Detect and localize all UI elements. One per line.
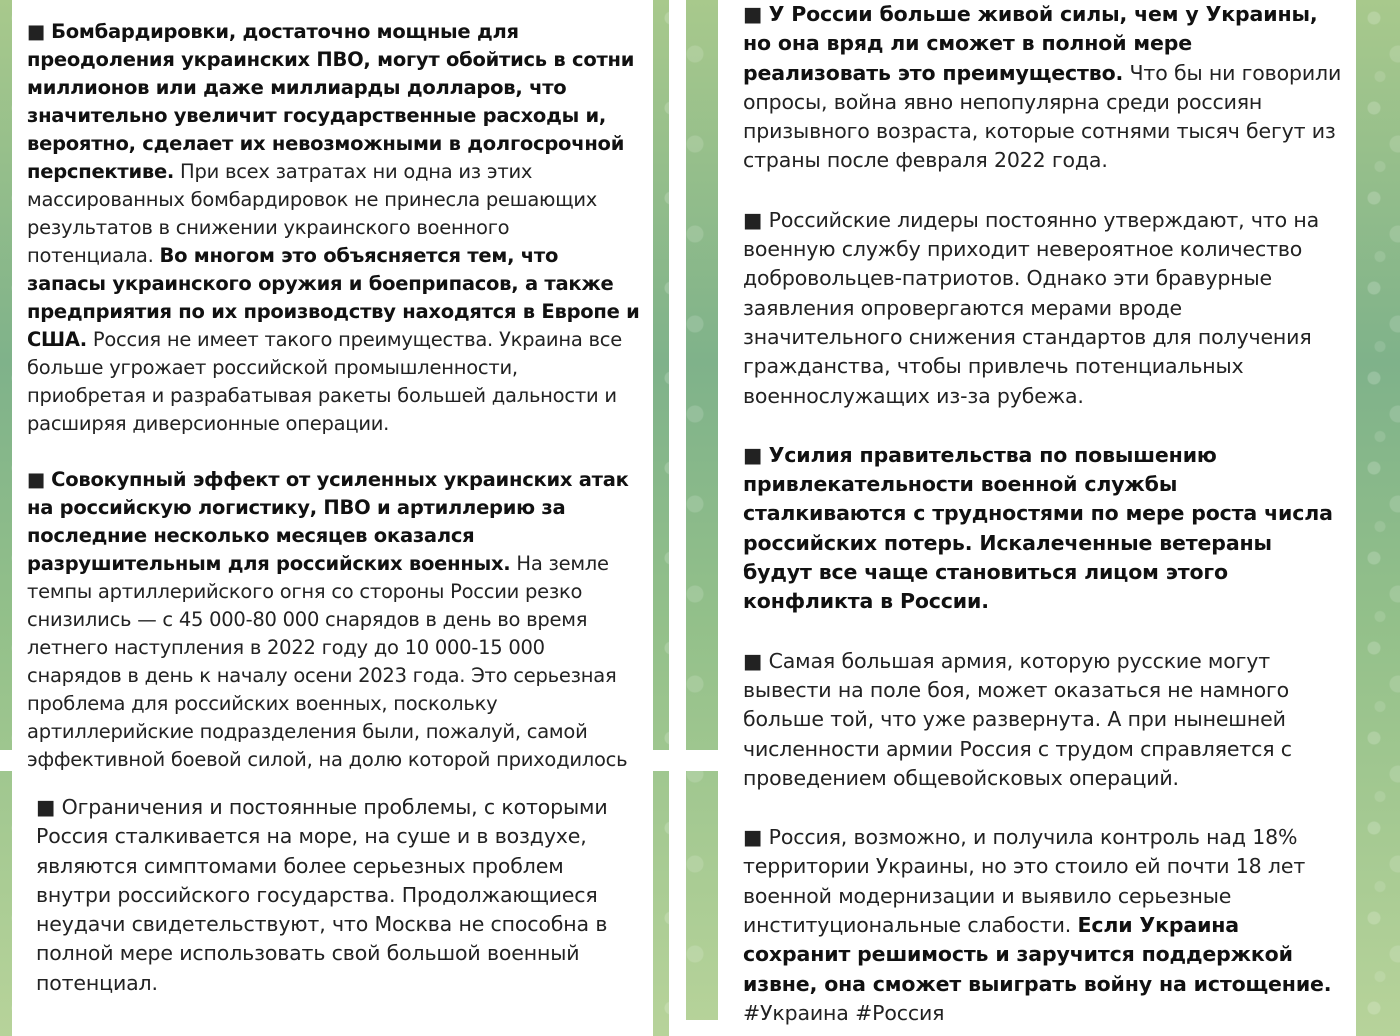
body-text: При всех затратах ни одна из этих массированных бомбардировок не принесла решающих результатов в снижении украинского военного потенциала. — [27, 160, 598, 267]
paragraph — [27, 18, 641, 438]
body-text: Россия не имеет такого преимущества. Украина все больше угрожает российской промышленности, приобретая и разрабатывая ракеты большей дальности и расширяя диверсионные операции. — [27, 328, 622, 435]
bullet-square-icon: ■ — [27, 468, 46, 491]
bold-text: Во многом это объясняется тем, что запасы украинского оружия и боеприпасов, а также предприятия по их производству находятся в Европе и США. — [27, 244, 640, 351]
background-right — [1356, 0, 1400, 1036]
body-text: На земле темпы артиллерийского огня со стороны России резко снизились — с 45 000-80 000 снарядов в день во время летнего наступления в 2022 году до 10 000-15 000 снарядов в день к началу осени 2023 года. Это серьезная проблема для российских военных, поскольку артиллерийские подразделения были, пожалуй, самой эффективной боевой силой, на долю которой приходилось — [27, 552, 628, 771]
paragraph — [27, 466, 641, 802]
bullet-square-icon: ■ — [36, 795, 56, 819]
bullet-square-icon: ■ — [27, 20, 46, 43]
bold-text: Бомбардировки, достаточно мощные для преодоления украинских ПВО, могут обойтись в сотни миллионов или даже миллиарды долларов, что значительно увеличит государственные расходы и, вероятно, сделает их невозможными в долгосрочной перспективе. — [27, 20, 635, 183]
paragraph — [743, 206, 1346, 411]
message-left-bottom — [12, 771, 648, 1036]
background-left — [0, 0, 12, 1036]
paragraph — [743, 647, 1346, 793]
panel-gap-right — [669, 0, 686, 1036]
paragraph — [36, 793, 634, 998]
paragraph — [743, 823, 1346, 1028]
bullet-square-icon: ■ — [743, 2, 763, 26]
bullet-square-icon: ■ — [743, 442, 763, 467]
paragraph-list — [36, 793, 634, 998]
body-text: Что бы ни говорили опросы, война явно непопулярна среди россиян призывного возраста, которые сотнями тысяч бегут из страны после февраля 2022 года. — [743, 60, 1342, 173]
hashtag-link[interactable]: #Россия — [855, 1000, 945, 1025]
paragraph — [743, 0, 1346, 176]
body-text: Ограничения и постоянные проблемы, с которыми Россия сталкивается на море, на суше и в воздухе, являются симптомами более серьезных проблем внутри российского государства. Продолжающиеся неудачи свидетельствуют, что Москва не способна в полной мере использовать свой большой военный потенциал. — [36, 795, 608, 995]
hashtag-link[interactable]: #Украина — [743, 1000, 849, 1025]
bold-text: Усилия правительства по повышению привлекательности военной службы сталкиваются с трудностями по мере роста числа российских потерь. Искалеченные ветераны будут все чаще становиться лицом этого конфликта в России. — [743, 442, 1333, 614]
paragraph-list — [743, 0, 1346, 1028]
bullet-square-icon: ■ — [743, 207, 763, 232]
bold-text: Совокупный эффект от усиленных украинских атак на российскую логистику, ПВО и артиллерию за последние несколько месяцев оказался разрушительным для российских военных. — [27, 468, 629, 575]
bullet-square-icon: ■ — [743, 825, 763, 850]
bold-text: У России больше живой силы, чем у Украины, но она вряд ли сможет в полной мере реализовать это преимущество. — [743, 2, 1318, 85]
paragraph — [743, 441, 1346, 617]
message-right — [718, 0, 1356, 1036]
panel-bottom-strip — [686, 1020, 718, 1036]
paragraph-list — [27, 18, 641, 802]
body-text: Россия, возможно, и получила контроль над 18% территории Украины, но это стоило ей почти 18 лет военной модернизации и выявило серьезные институциональные слабости. — [743, 825, 1306, 938]
body-text: Российские лидеры постоянно утверждают, что на военную службу приходит невероятное количество добровольцев-патриотов. Однако эти бравурные заявления опровергаются мерами вроде значительного снижения стандартов для получения гражданства, чтобы привлечь потенциальных военнослужащих из-за рубежа. — [743, 207, 1320, 408]
body-text: Самая большая армия, которую русские могут вывести на поле боя, может оказаться не намного больше той, что уже развернута. А при нынешней численности армии Россия с трудом справляется с проведением общевойсковых операций. — [743, 648, 1292, 790]
bold-text: Если Украина сохранит решимость и заручится поддержкой извне, она сможет выиграть войну на истощение. — [743, 913, 1332, 996]
message-left-top — [12, 0, 653, 771]
bullet-square-icon: ■ — [743, 648, 763, 673]
